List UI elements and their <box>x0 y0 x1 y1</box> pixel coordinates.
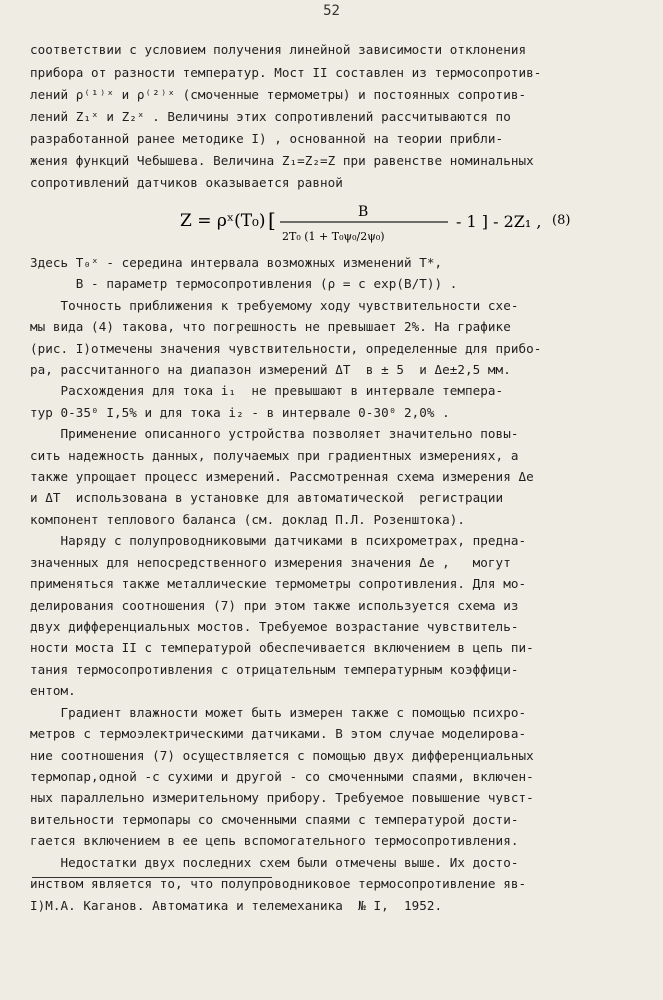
text-line: (рис. I)отмечены значения чувствительности, определенные для прибо- <box>30 341 542 356</box>
formula-denominator: 2T₀ (1 + T₀ψ₀/2ψ₀) <box>282 230 385 243</box>
text-line: метров с термоэлектрическими датчиками. В этом случае моделирова- <box>30 726 527 741</box>
text-line: сопротивлений датчиков оказывается равной <box>30 175 343 190</box>
text-line: ных параллельно измерительному прибору. Требуемое повышение чувст- <box>30 790 534 805</box>
text-line: термопар,одной -с сухими и другой - со смоченными спаями, включен- <box>30 769 534 784</box>
equation-number: (8) <box>552 213 571 228</box>
text-line: лений Z₁ˣ и Z₂ˣ . Величины этих сопротивлений рассчитываются по <box>30 109 511 124</box>
text-line: делирования соотношения (7) при этом также используется схема из <box>30 598 519 613</box>
footnote: I)М.А. Каганов. Автоматика и телемеханика № I, 1952. <box>30 898 443 913</box>
text-line: лений ρ⁽¹⁾ˣ и ρ⁽²⁾ˣ (смоченные термометры) и постоянных сопротив- <box>30 87 527 102</box>
text-line: и ΔT использована в установке для автоматической регистрации <box>30 490 504 505</box>
footnote-rule <box>32 877 272 878</box>
text-line: инством является то, что полупроводниковое термосопротивление яв- <box>30 876 527 891</box>
text-line: прибора от разности температур. Мост II составлен из термосопротив- <box>30 65 542 80</box>
text-line: Градиент влажности может быть измерен также с помощью психро- <box>30 705 527 720</box>
page-number: 52 <box>323 3 340 19</box>
formula-lhs: Z = ρˣ(T₀) <box>180 211 266 231</box>
text-line: также упрощает процесс измерений. Рассмотренная схема измерения Δe <box>30 469 534 484</box>
text-line: Точность приближения к требуемому ходу чувствительности схе- <box>30 298 519 313</box>
text-line: Применение описанного устройства позволяет значительно повы- <box>30 426 519 441</box>
text-line: тур 0-35⁰ I,5% и для тока i₂ - в интервале 0-30⁰ 2,0% . <box>30 405 450 420</box>
text-line: B - параметр термосопротивления (ρ = c exp(B/T)) . <box>30 276 458 291</box>
text-line: значенных для непосредственного измерения значения Δe , могут <box>30 555 511 570</box>
text-line: ние соотношения (7) осуществляется с помощью двух дифференциальных <box>30 748 534 763</box>
text-line: вительности термопары со смоченными спаями с температурой дости- <box>30 812 519 827</box>
formula <box>180 196 600 252</box>
text-line: Расхождения для тока i₁ не превышают в интервале темпера- <box>30 383 504 398</box>
formula-numerator: B <box>358 204 369 220</box>
text-line: ентом. <box>30 683 76 698</box>
text-line: сить надежность данных, получаемых при градиентных измерениях, а <box>30 448 519 463</box>
formula-tail: - 1 ] - 2Z₁ , <box>456 212 542 231</box>
text-line: ности моста II с температурой обеспечивается включением в цепь пи- <box>30 640 534 655</box>
formula-bracket: [ <box>268 208 276 232</box>
text-line: гается включением в ее цепь вспомогательного термосопротивления. <box>30 833 519 848</box>
text-line: двух дифференциальных мостов. Требуемое возрастание чувствитель- <box>30 619 519 634</box>
text-line: Здесь T₀ˣ - середина интервала возможных изменений T*, <box>30 255 443 270</box>
text-line: соответствии с условием получения линейной зависимости отклонения <box>30 42 527 57</box>
text-line: применяться также металлические термометры сопротивления. Для мо- <box>30 576 527 591</box>
text-line: Наряду с полупроводниковыми датчиками в психрометрах, предна- <box>30 533 527 548</box>
text-line: тания термосопротивления с отрицательным температурным коэффици- <box>30 662 519 677</box>
text-line: ра, рассчитанного на диапазон измерений ΔT в ± 5 и Δe±2,5 мм. <box>30 362 511 377</box>
text-line: компонент теплового баланса (см. доклад П.Л. Розенштока). <box>30 512 466 527</box>
text-line: разработанной ранее методике I) , основанной на теории прибли- <box>30 131 504 146</box>
text-line: жения функций Чебышева. Величина Z₁=Z₂=Z при равенстве номинальных <box>30 153 534 168</box>
text-line: Недостатки двух последних схем были отмечены выше. Их досто- <box>30 855 519 870</box>
text-line: мы вида (4) такова, что погрешность не превышает 2%. На графике <box>30 319 511 334</box>
